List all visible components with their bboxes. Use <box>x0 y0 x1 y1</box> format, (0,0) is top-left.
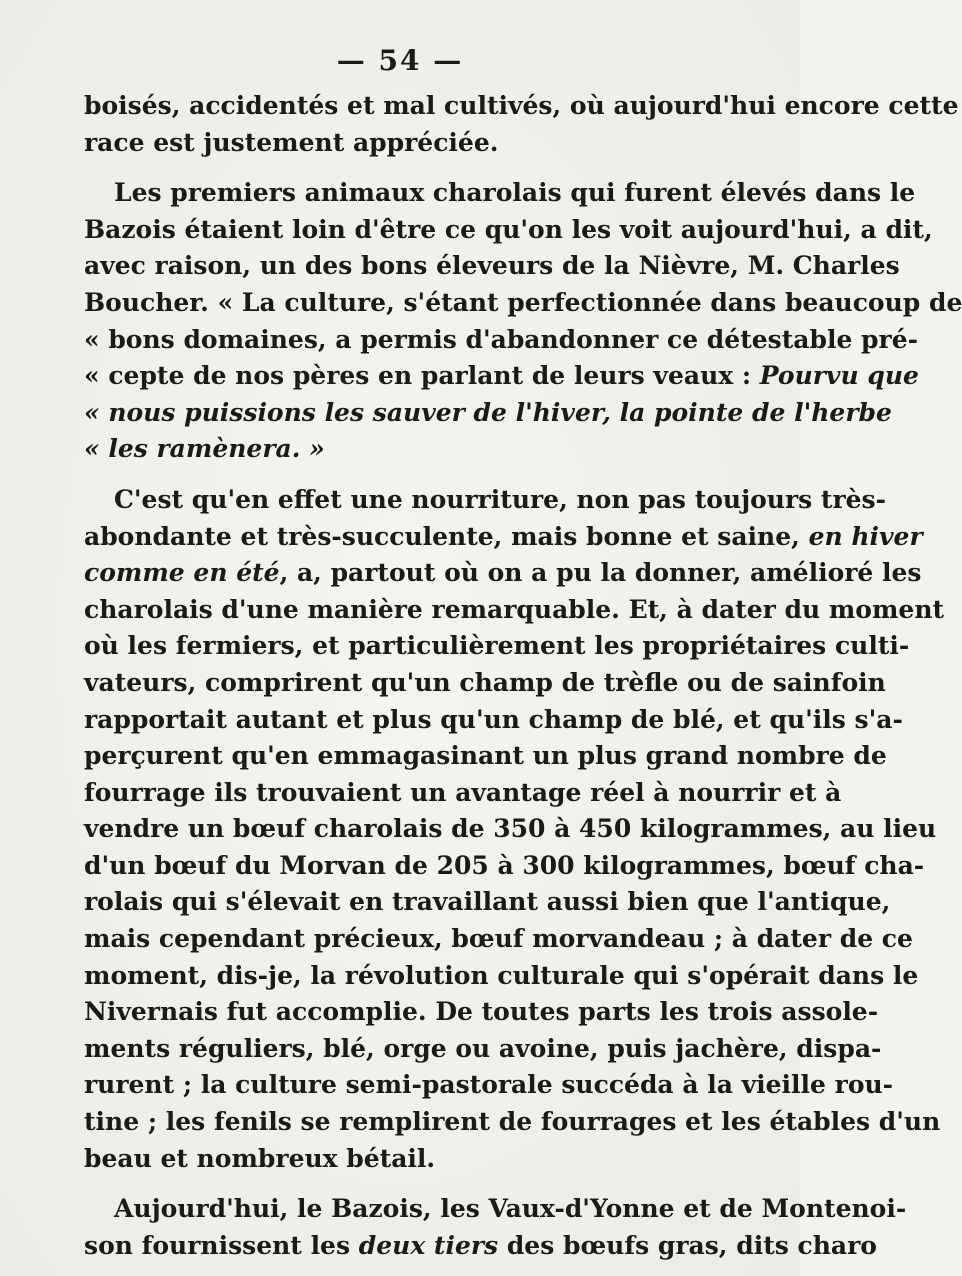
italic-text: deux tiers <box>358 1230 499 1260</box>
text-line: boisés, accidentés et mal cultivés, où aujourd'hui encore cette <box>84 91 959 120</box>
italic-text: comme en été <box>84 558 280 588</box>
text-line: Bazois étaient loin d'être ce qu'on les voit aujourd'hui, a dit, <box>84 214 933 244</box>
text-line: rurent ; la culture semi-pastorale succéda à la vieille rou- <box>84 1070 894 1100</box>
italic-text: « nous puissions les sauver de l'hiver, la pointe de l'herbe <box>84 397 892 427</box>
italic-text: Pourvu que <box>759 361 919 391</box>
text-line: race est justement appréciée. <box>84 127 499 157</box>
text-line: C'est qu'en effet une nourriture, non pas toujours très- <box>114 484 887 514</box>
text-line: rapportait autant et plus qu'un champ de blé, et qu'ils s'a- <box>84 704 903 734</box>
text-segment: « cepte de nos pères en parlant de leurs veaux : <box>84 361 760 391</box>
text-line: Nivernais fut accomplie. De toutes parts les trois assole- <box>84 997 879 1027</box>
text-line: vateurs, comprirent qu'un champ de trèfle ou de sainfoin <box>84 667 886 697</box>
paragraph-3 <box>84 482 945 1177</box>
text-line: ments réguliers, blé, orge ou avoine, puis jachère, dispa- <box>84 1033 882 1063</box>
page-number: — 54 — <box>336 44 464 77</box>
text-line: vendre un bœuf charolais de 350 à 450 kilogrammes, au lieu <box>84 814 937 844</box>
text-segment: , a, partout où on a pu la donner, amélioré les <box>279 558 922 588</box>
text-segment: abondante et très-succulente, mais bonne et saine, <box>84 521 809 551</box>
text-line: avec raison, un des bons éleveurs de la Nièvre, M. Charles <box>84 251 900 281</box>
text-line: d'un bœuf du Morvan de 205 à 300 kilogrammes, bœuf cha- <box>84 850 925 880</box>
text-line <box>84 431 720 468</box>
text-line: beau et nombreux bétail. <box>84 1143 436 1173</box>
text-line: « bons domaines, a permis d'abandonner ce détestable pré- <box>84 324 918 354</box>
text-segment: son fournissent les <box>84 1230 359 1260</box>
text-line: moment, dis-je, la révolution culturale qui s'opérait dans le <box>84 960 919 990</box>
text-line <box>84 1228 877 1265</box>
text-line: Les premiers animaux charolais qui furent élevés dans le <box>114 178 916 208</box>
text-line: où les fermiers, et particulièrement les propriétaires culti- <box>84 631 910 661</box>
paragraph-4 <box>84 1191 907 1264</box>
text-line: tine ; les fenils se remplirent de fourrages et les étables d'un <box>84 1107 941 1137</box>
text-line: charolais d'une manière remarquable. Et, à dater du moment <box>84 594 945 624</box>
paragraph-2 <box>84 175 962 468</box>
paragraph-1 <box>84 88 959 161</box>
text-line <box>84 358 919 395</box>
text-line <box>84 519 923 556</box>
text-segment: des bœufs gras, dits charo <box>498 1230 877 1260</box>
text-line: fourrage ils trouvaient un avantage réel à nourrir et à <box>84 777 842 807</box>
text-line: perçurent qu'en emmagasinant un plus grand nombre de <box>84 741 887 771</box>
text-line <box>84 395 892 432</box>
text-line: Boucher. « La culture, s'étant perfectionnée dans beaucoup de <box>84 287 962 317</box>
body-text <box>84 88 962 1264</box>
italic-text: en hiver <box>808 521 923 551</box>
italic-text: « les ramènera. » <box>84 434 325 464</box>
text-line <box>84 555 922 592</box>
text-line: rolais qui s'élevait en travaillant aussi bien que l'antique, <box>84 887 891 917</box>
text-line: mais cependant précieux, bœuf morvandeau ; à dater de ce <box>84 924 913 954</box>
text-line: Aujourd'hui, le Bazois, les Vaux-d'Yonne et de Montenoi- <box>114 1194 907 1224</box>
